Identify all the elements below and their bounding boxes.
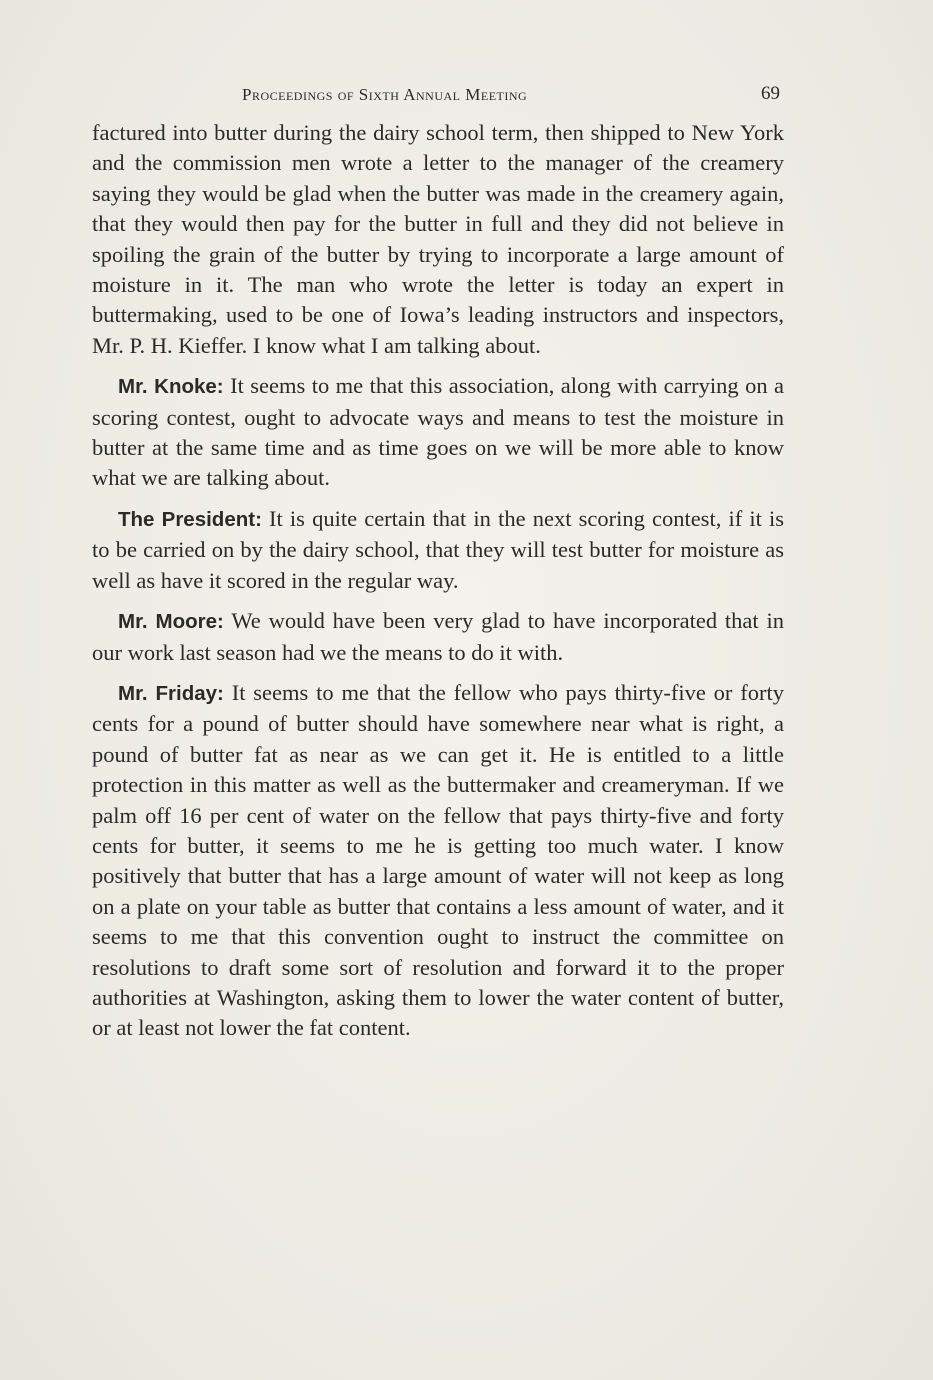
paragraph-text: It is quite certain that in the next scoring contest, if it is to be carried on by the dairy school, that they will test butter for moisture as well as have it scored in the regular way. <box>92 505 784 593</box>
page-header <box>92 83 782 109</box>
speaker-label: Mr. Knoke: <box>118 375 224 399</box>
speaker-label: Mr. Moore: <box>118 610 224 634</box>
speaker-label: The President: <box>118 507 262 531</box>
page-number: 69 <box>761 83 780 104</box>
paragraph-moore <box>92 606 784 668</box>
paragraph-text: It seems to me that this association, along with carrying on a scoring contest, ought to advocate ways and means to test the moisture in butter at the same time and as time goes on we will be more able to know what we are talking about. <box>92 373 784 491</box>
running-head: Proceedings of Sixth Annual Meeting <box>242 85 528 104</box>
body-text <box>92 118 784 1044</box>
paragraph-continuation <box>92 118 784 361</box>
paragraph-knoke <box>92 371 784 494</box>
speaker-label: Mr. Friday: <box>118 681 224 705</box>
paragraph-friday <box>92 678 784 1044</box>
paragraph-president <box>92 504 784 596</box>
paragraph-text: It seems to me that the fellow who pays thirty-five or forty cents for a pound of butter should have somewhere near what is right, a pound of butter fat as near as we can get it. He is entitled to a little protection in this matter as well as the buttermaker and creameryman. If we palm off 16 per cent of water on the fellow that pays thirty-five and forty cents for butter, it seems to me he is getting too much water. I know positively that butter that has a large amount of water will not keep as long on a plate on your table as butter that contains a less amount of water, and it seems to me that this convention ought to instruct the committee on resolutions to draft some sort of resolution and forward it to the proper authorities at Washington, asking them to lower the water content of butter, or at least not lower the fat content. <box>92 679 784 1041</box>
paragraph-text: factured into butter during the dairy school term, then shipped to New York and the commission men wrote a letter to the manager of the creamery saying they would be glad when the butter was made in the creamery again, that they would then pay for the butter in full and they did not believe in spoiling the grain of the butter by trying to incorporate a large amount of moisture in it. The man who wrote the letter is today an expert in buttermaking, used to be one of Iowa’s leading instructors and inspectors, Mr. P. H. Kieffer. I know what I am talking about. <box>92 120 784 358</box>
paragraph-text: We would have been very glad to have incorporated that in our work last season had we the means to do it with. <box>92 608 784 665</box>
